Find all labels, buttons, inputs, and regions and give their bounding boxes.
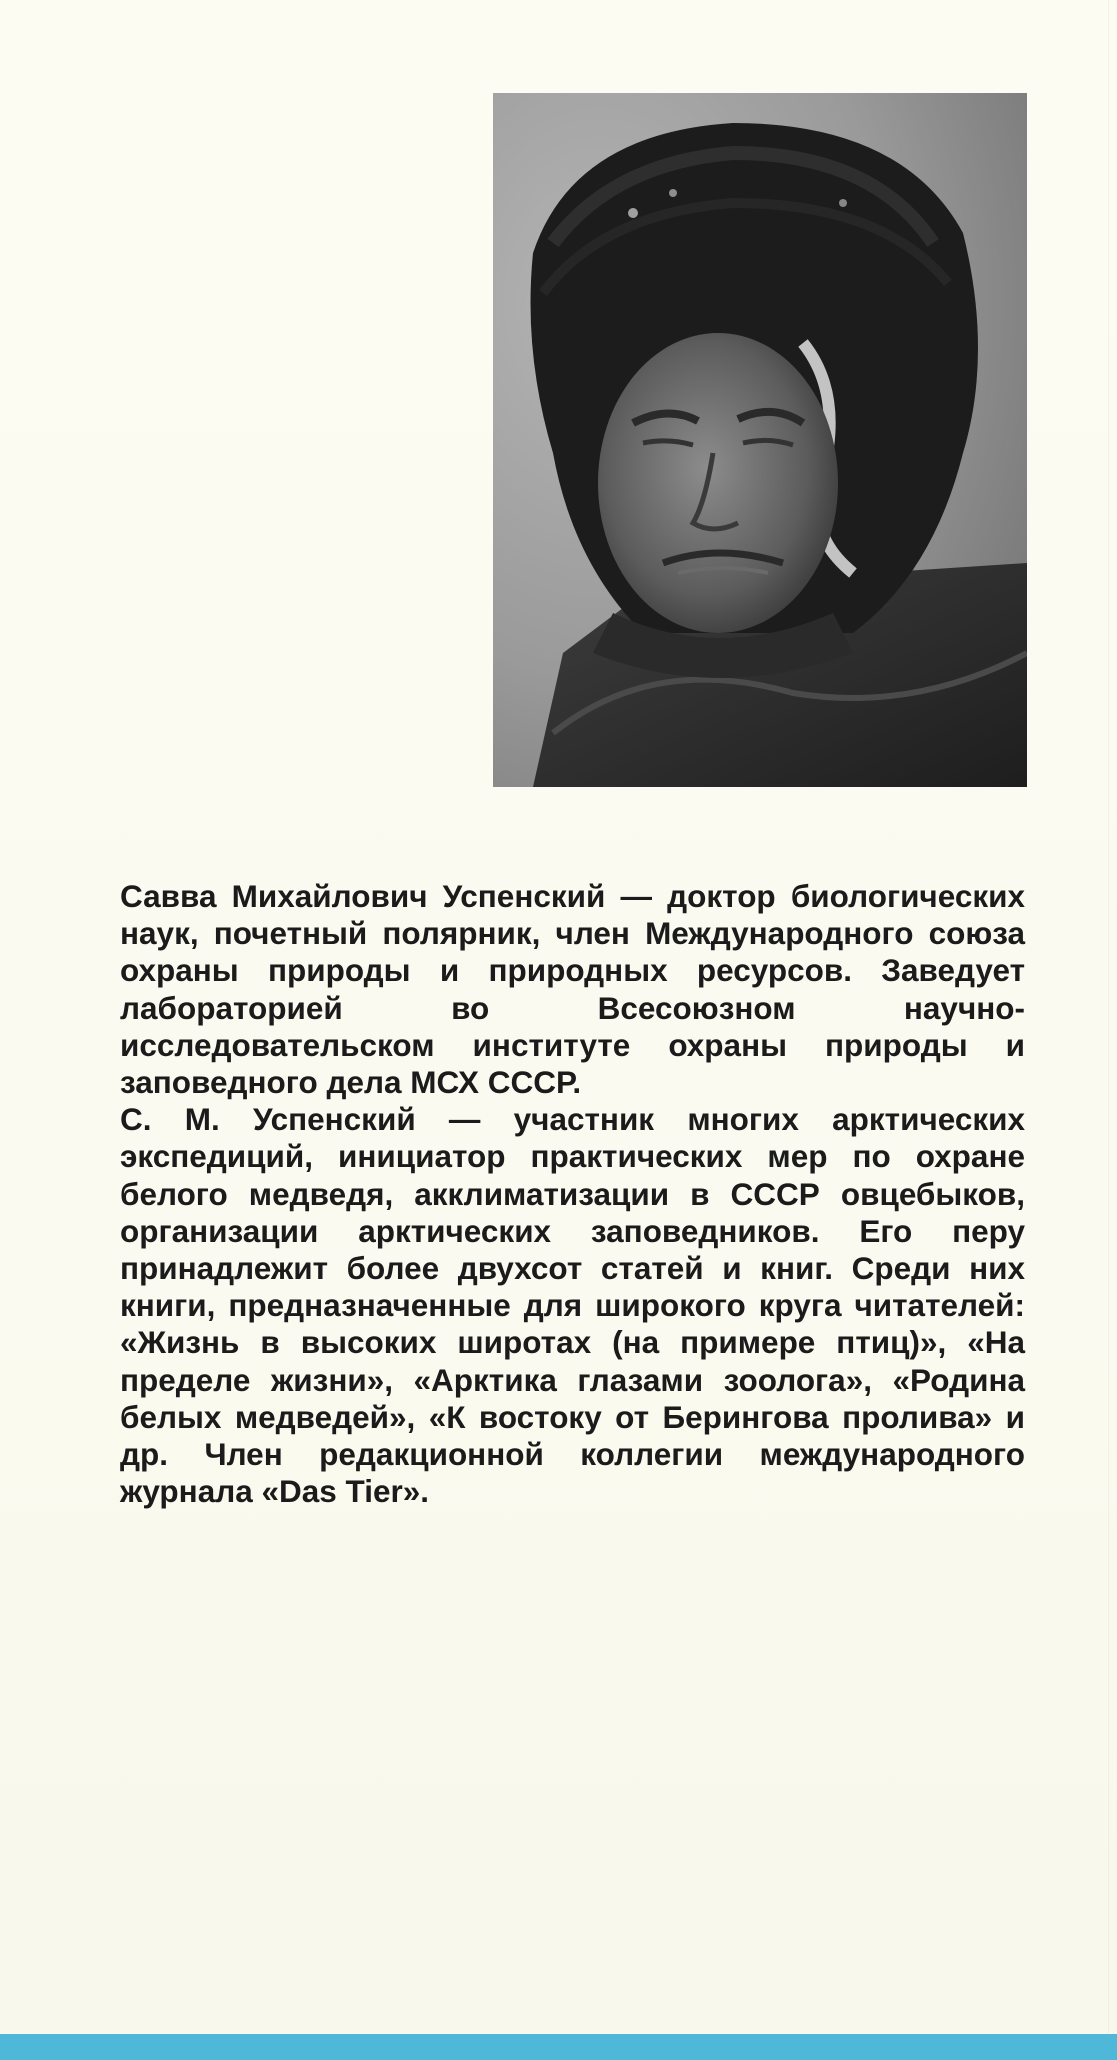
portrait-image — [493, 93, 1027, 787]
author-portrait-photo — [493, 93, 1027, 787]
bio-paragraph-1: Савва Михайлович Успенский — доктор биологических наук, почетный полярник, член Международного союза охраны природы и природных ресурсов. Заведует лабораторией во Всесоюзном научно-исследовательском институте охраны природы и заповедного дела МСХ СССР. — [120, 878, 1025, 1101]
bio-paragraph-2: С. М. Успенский — участник многих арктических экспедиций, инициатор практических мер по охране белого медведя, акклиматизации в СССР овцебыков, организации арктических заповедников. Его перу принадлежит более двухсот статей и книг. Среди них книги, предназначенные для широкого круга читателей: «Жизнь в высоких широтах (на примере птиц)», «На пределе жизни», «Арктика глазами зоолога», «Родина белых медведей», «К востоку от Берингова пролива» и др. Член редакционной коллегии международного журнала «Das Tier». — [120, 1101, 1025, 1510]
author-biography — [120, 878, 1025, 1510]
cover-bottom-color-band — [0, 2034, 1117, 2060]
page-edge-shadow — [1108, 0, 1109, 2034]
